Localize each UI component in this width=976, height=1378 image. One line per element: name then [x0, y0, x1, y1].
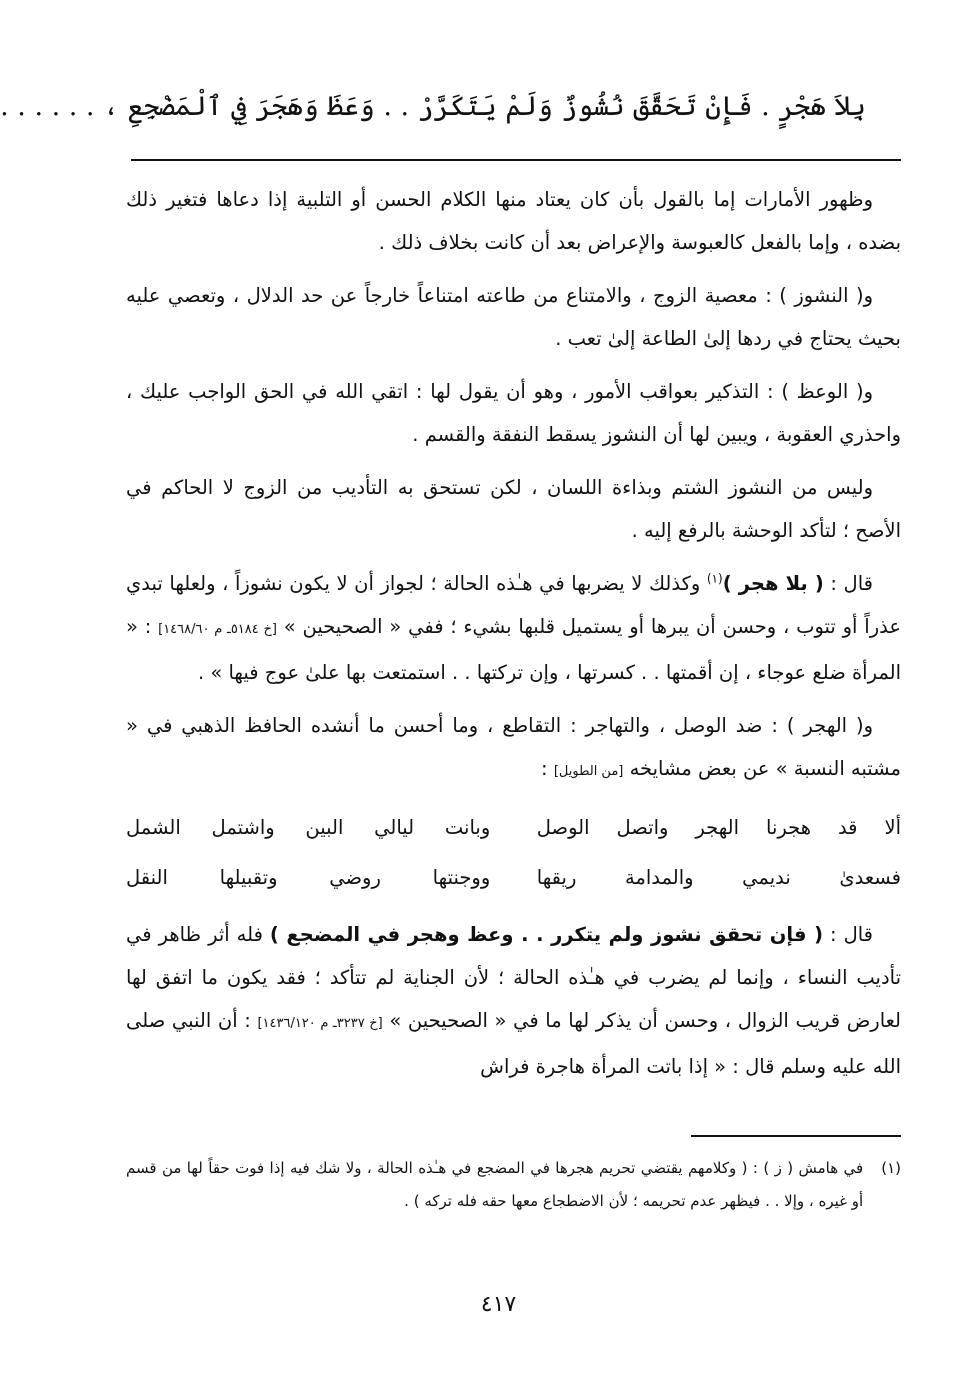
paragraph-signs: وظهور الأمارات إما بالقول بأن كان يعتاد منها الكلام الحسن أو التلبية إذا دعاها فتغير ذلك بضده ، وإما بالفعل كالعبوسة والإعراض بعد أن كانت بخلاف ذلك .	[126, 188, 901, 254]
commentary-text: فله أثر ظاهر في تأديب النساء ، وإنما لم يضرب في هـٰذه الحالة ؛ لأن الجناية لم تتأكد ؛ فقد يكون ما اتفق لها لعارض قريب الزوال ، وحسن أن يذكر لها ما في « الصحيحين »	[126, 923, 901, 1032]
paragraph-hajr	[126, 704, 901, 793]
footnote-divider	[691, 1135, 901, 1137]
page-number: ٤١٧	[480, 1292, 517, 1317]
paragraph-nushuz: و( النشوز ) : معصية الزوج ، والامتناع من طاعته امتناعاً خارجاً عن حد الدلال ، وتعصي عليه بحيث يحتاج في ردها إلىٰ الطاعة إلىٰ تعب .	[126, 284, 901, 350]
paragraph-waz: و( الوعظ ) : التذكير بعواقب الأمور ، وهو أن يقول لها : اتقي الله في الحق الواجب عليك ، واحذري العقوبة ، ويبين لها أن النشوز يسقط النفقة والقسم .	[126, 380, 901, 446]
commentary-text: :	[541, 757, 554, 780]
hadith-reference: [خ ٥١٨٤ـ م ١٤٦٨/٦٠]	[158, 622, 277, 637]
commentary-text: و( الهجر ) : ضد الوصل ، والتهاجر : التقاطع ، وما أحسن ما أنشده الحافظ الذهبي في « مشتبه النسبة » عن بعض مشايخه	[126, 714, 901, 780]
verse-first-hemistich: فسعدىٰ نديمي والمدامة ريقها	[536, 866, 901, 889]
footnote-text: في هامش ( ز ) : ( وكلامهم يقتضي تحريم هجرها في المضجع في هـٰذه الحالة ، ولا شك فيه إذا فوت حقاً لها من قسم أو غيره ، وإلا . . فيظهر عدم تحريمه ؛ لأن الاضطجاع معها حقه فله تركه ) .	[126, 1159, 864, 1210]
verse-first-hemistich: ألا قد هجرنا الهجر واتصل الوصل	[536, 816, 901, 839]
commentary-text: : « المرأة ضلع عوجاء ، إن أقمتها . . كسرتها ، وإن تركتها . . استمتعت بها علىٰ عوج فيها » .	[126, 615, 901, 684]
poem	[126, 803, 901, 903]
main-text	[126, 178, 901, 1098]
running-header: بِلاَ هَجْرٍ . فَإِنْ تَحَقَّقَ نُشُوزٌ وَلَمْ يَتَكَرَّرْ . . وَعَظَ وَهَجَرَ فِي ٱلْمَضْجِعِ ، . . . . . .	[0, 91, 866, 122]
poem-verse	[126, 853, 901, 903]
hadith-reference: [خ ٣٢٣٧ـ م ١٤٣٦/١٢٠]	[257, 1016, 383, 1031]
matn-text: ( فإن تحقق نشوز ولم يتكرر . . وعظ وهجر في المضجع )	[269, 923, 823, 946]
paragraph-nushuz-established	[126, 913, 901, 1088]
commentary-text: : أن النبي صلى الله عليه وسلم قال : « إذا باتت المرأة هاجرة فراش	[126, 1009, 901, 1078]
paragraph-insult: وليس من النشوز الشتم وبذاءة اللسان ، لكن تستحق به التأديب من الزوج لا الحاكم في الأصح ؛ لتأكد الوحشة بالرفع إليه .	[126, 476, 901, 542]
header-divider	[131, 159, 901, 161]
paragraph-without-hajr	[126, 562, 901, 694]
qala-label: قال :	[823, 923, 873, 946]
verse-second-hemistich: ووجنتها روضي وتقبيلها النقل	[126, 866, 491, 889]
commentary-text: وكذلك لا يضربها في هـٰذه الحالة ؛ لجواز أن لا يكون نشوزاً ، ولعلها تبدي عذراً أو تتوب ، وحسن أن يبرها أو يستميل قلبها بشيء ؛ ففي « الصحيحين »	[126, 572, 901, 638]
verse-second-hemistich: وبانت ليالي البين واشتمل الشمل	[126, 816, 491, 839]
poetic-meter: [من الطويل]	[553, 764, 624, 779]
footnote	[126, 1152, 901, 1218]
footnote-number: (١)	[881, 1159, 901, 1177]
poem-verse	[126, 803, 901, 853]
matn-text: ( بلا هجر )	[722, 572, 824, 595]
qala-label: قال :	[823, 572, 873, 595]
footnote-ref[interactable]: (١)	[706, 571, 723, 586]
